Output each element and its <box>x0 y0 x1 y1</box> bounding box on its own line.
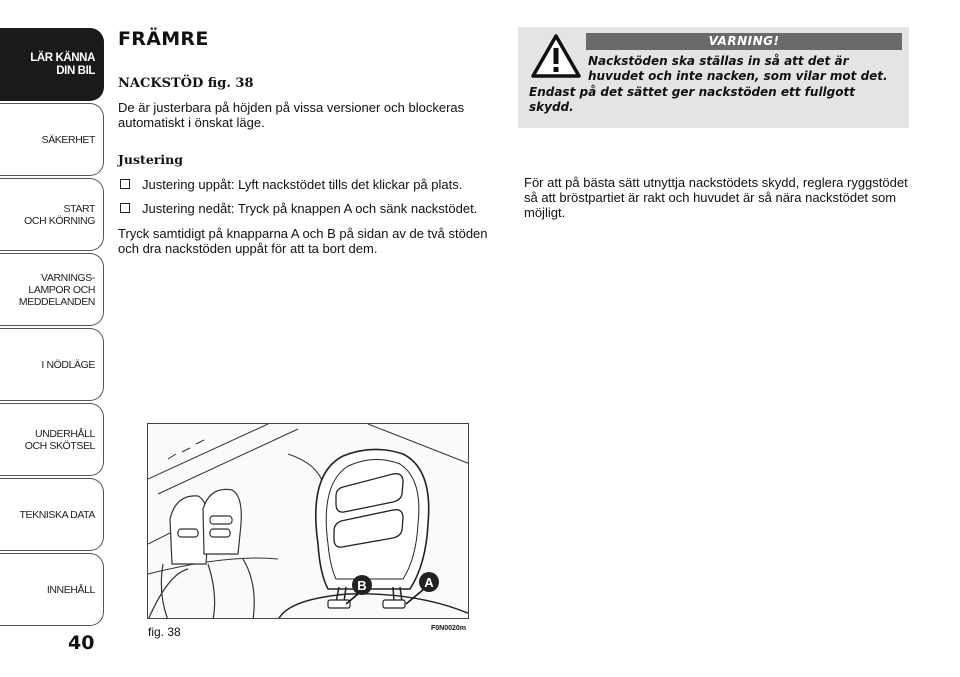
tab-label: LÄR KÄNNA DIN BIL <box>30 51 95 77</box>
warning-line: Endast på det sättet ger nackstöden ett fullgott <box>529 85 855 99</box>
subsection-heading: NACKSTÖD fig. 38 <box>118 76 254 91</box>
warning-line: Nackstöden ska ställas in så att det är <box>588 54 849 68</box>
tab-i-nodlage[interactable] <box>0 328 104 401</box>
tab-label: SÄKERHET <box>41 133 95 146</box>
warning-title: VARNING! <box>586 33 902 50</box>
page-number: 40 <box>68 632 95 654</box>
bullet-text: Justering nedåt: Tryck på knappen A och sänk nackstödet. <box>142 201 478 216</box>
callout-a-label: A <box>424 575 434 590</box>
tab-label: I NÖDLÄGE <box>41 358 95 371</box>
headrest-figure <box>147 423 469 619</box>
tab-label: VARNINGS- LAMPOR OCH MEDDELANDEN <box>18 271 95 308</box>
tab-label: INNEHÅLL <box>46 583 95 596</box>
tab-sakerhet[interactable] <box>0 103 104 176</box>
section-heading: FRÄMRE <box>118 28 209 50</box>
removal-paragraph: Tryck samtidigt på knapparna A och B på sidan av de två stöden och dra nackstöden uppåt för att ta bort dem. <box>118 226 488 256</box>
tab-start-och-korning[interactable] <box>0 178 104 251</box>
tab-varningslampor[interactable] <box>0 253 104 326</box>
checkbox-bullet-icon <box>120 179 130 189</box>
bullet-text: Justering uppåt: Lyft nackstödet tills det klickar på plats. <box>142 177 463 192</box>
tab-label: UNDERHÅLL OCH SKÖTSEL <box>24 427 95 452</box>
figure-caption: fig. 38 <box>148 625 181 639</box>
right-paragraph: För att på bästa sätt utnyttja nackstödets skydd, reglera ryggstödet så att bröstpartiet är rakt och huvudet är så nära nackstödet som möjligt. <box>524 175 908 220</box>
figure-code: F0N0020m <box>431 625 467 632</box>
tab-tekniska-data[interactable] <box>0 478 104 551</box>
intro-paragraph: De är justerbara på höjden på vissa versioner och blockeras automatiskt i önskat läge. <box>118 100 465 130</box>
tab-label: TEKNISKA DATA <box>19 508 95 521</box>
warning-line: huvudet och inte nacken, som vilar mot det. <box>588 69 888 83</box>
callout-b-label: B <box>357 578 367 593</box>
checkbox-bullet-icon <box>120 203 130 213</box>
warning-triangle-icon <box>530 33 582 83</box>
tab-label: START OCH KÖRNING <box>24 202 95 227</box>
tab-innehall[interactable] <box>0 553 104 626</box>
warning-box <box>518 27 909 128</box>
tab-lar-kanna-din-bil[interactable] <box>0 28 104 101</box>
bullet-item <box>118 177 508 192</box>
tab-underhall[interactable] <box>0 403 104 476</box>
headrest-illustration <box>148 424 469 619</box>
warning-line: skydd. <box>529 100 574 114</box>
adjust-label: Justering <box>118 152 183 167</box>
bullet-item <box>118 201 508 216</box>
